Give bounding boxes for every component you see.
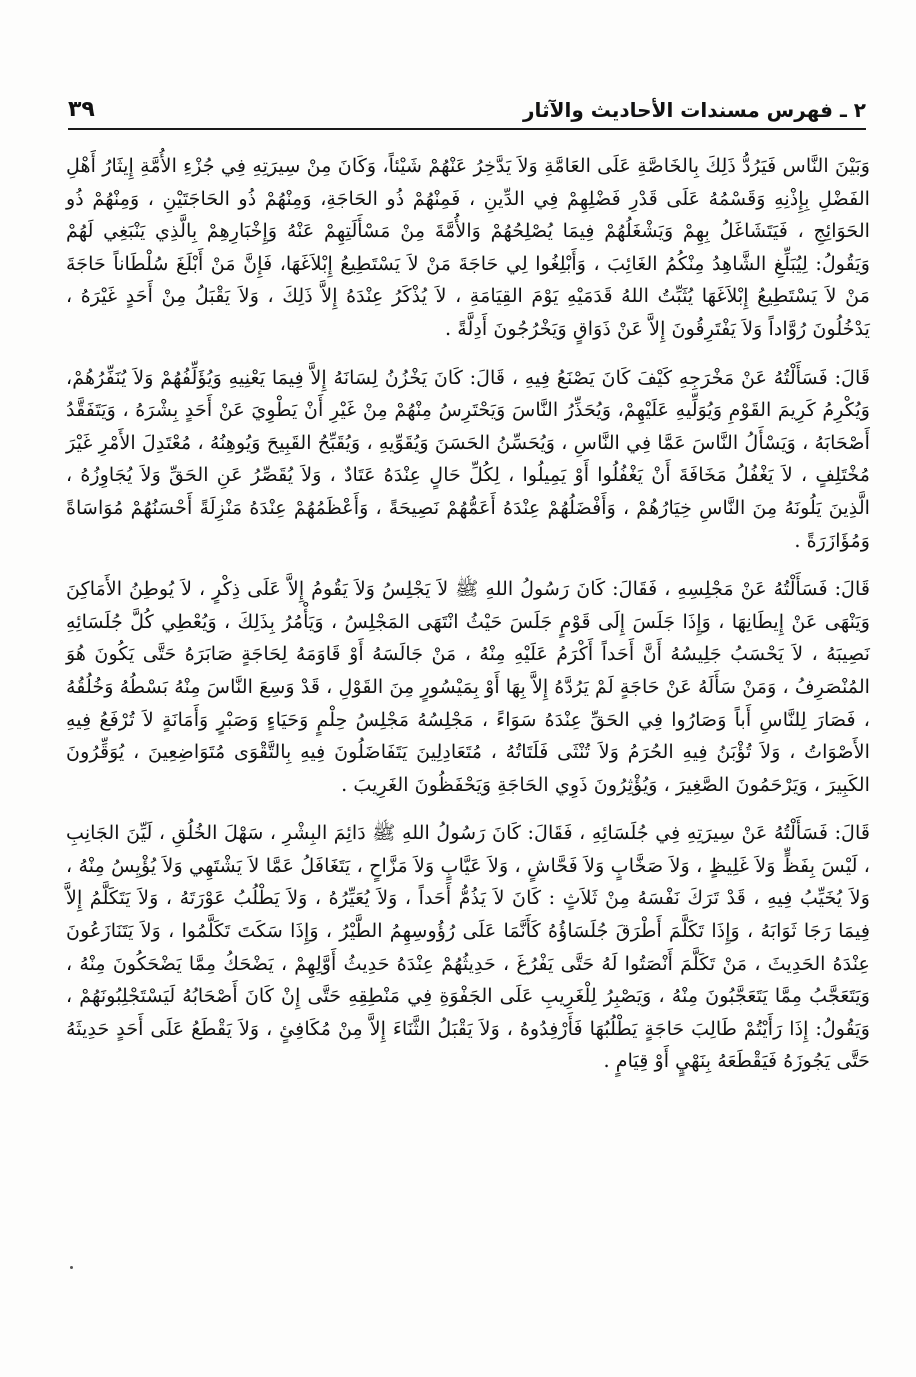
running-title: ٢ ـ فهرس مسندات الأحاديث والآثار <box>523 98 866 122</box>
page-header <box>68 86 866 130</box>
paragraph-4: قَالَ: فَسَأَلْتُهُ عَنْ سِيرَتِهِ فِي جُلَسَائِهِ ، فَقَالَ: كَانَ رَسُولُ اللهِ ﷺ دَائِمَ البِشْرِ ، سَهْلَ الخُلُقِ ، لَيِّنَ الجَانِبِ ، لَيْسَ بِفَظٍّ وَلاَ غَلِيظٍ ، وَلاَ صَخَّابٍ وَلاَ فَحَّاشٍ ، وَلاَ عَيَّابٍ وَلاَ مَزَّاحٍ ، يَتَغَافَلُ عَمَّا لاَ يَشْتَهِي وَلاَ يُؤْيِسُ مِنْهُ ، وَلاَ يُخَيِّبُ فِيهِ ، قَدْ تَرَكَ نَفْسَهُ مِنْ ثَلاَثٍ : كَانَ لاَ يَذُمُّ أَحَداً ، وَلاَ يُعَيِّرُهُ ، وَلاَ يَطْلُبُ عَوْرَتَهُ ، وَلاَ يَتَكَلَّمُ إِلاَّ فِيمَا رَجَا ثَوَابَهُ ، وَإِذَا تَكَلَّمَ أَطْرَقَ جُلَسَاؤُهُ كَأَنَّمَا عَلَى رُؤُوسِهِمُ الطَّيْرُ ، وَإِذَا سَكَتَ تَكَلَّمُوا ، وَلاَ يَتَنَازَعُونَ عِنْدَهُ الحَدِيثَ ، مَنْ تَكَلَّمَ أَنْصَتُوا لَهُ حَتَّى يَفْرُغَ ، حَدِيثُهُمْ عِنْدَهُ حَدِيثُ أَوَّلِهِمْ ، يَضْحَكُ مِمَّا يَضْحَكُونَ مِنْهُ ، وَيَتَعَجَّبُ مِمَّا يَتَعَجَّبُونَ مِنْهُ ، وَيَصْبِرُ لِلْغَرِيبِ عَلَى الجَفْوَةِ فِي مَنْطِقِهِ حَتَّى إِنْ كَانَ أَصْحَابُهُ لَيَسْتَجْلِبُونَهُمْ ، وَيَقُولُ: إِذَا رَأَيْتُمْ طَالِبَ حَاجَةٍ يَطْلُبُهَا فَأَرْفِدُوهُ ، وَلاَ يَقْبَلُ الثَّنَاءَ إِلاَّ مِنْ مُكَافِئٍ ، وَلاَ يَقْطَعُ عَلَى أَحَدٍ حَدِيثَهُ حَتَّى يَجُوزَهُ فَيَقْطَعَهُ بِنَهْيٍ أَوْ قِيَامٍ . <box>66 821 870 1073</box>
page-number: ٣٩ <box>68 97 95 122</box>
scan-speck <box>70 1266 73 1269</box>
paragraph-2: قَالَ: فَسَأَلْتُهُ عَنْ مَخْرَجِهِ كَيْفَ كَانَ يَصْنَعُ فِيهِ ، قَالَ: كَانَ يَخْزُنُ لِسَانَهُ إِلاَّ فِيمَا يَعْنِيهِ وَيُؤَلِّفُهُمْ وَلاَ يُنَفِّرُهُمْ، وَيُكْرِمُ كَرِيمَ القَوْمِ وَيُوَلِّيهِ عَلَيْهِمْ، وَيُحَذِّرُ النَّاسَ وَيَحْتَرِسُ مِنْهُمْ مِنْ غَيْرِ أَنْ يَطْوِيَ عَنْ أَحَدٍ بِشْرَهُ ، وَيَتَفَقَّدُ أَصْحَابَهُ ، وَيَسْأَلُ النَّاسَ عَمَّا فِي النَّاسِ ، وَيُحَسِّنُ الحَسَنَ وَيُقَوِّيهِ ، وَيُقَبِّحُ القَبِيحَ وَيُوهِنُهُ ، مُعْتَدِلَ الأَمْرِ غَيْرَ مُخْتَلِفٍ ، لاَ يَغْفُلُ مَخَافَةَ أَنْ يَغْفُلُوا أَوْ يَمِيلُوا ، لِكُلِّ حَالٍ عِنْدَهُ عَتَادٌ ، وَلاَ يُقَصِّرُ عَنِ الحَقِّ وَلاَ يُجَاوِزُهُ ، الَّذِينَ يَلُونَهُ مِنَ النَّاسِ خِيَارُهُمْ ، وَأَفْضَلُهُمْ عِنْدَهُ أَعَمُّهُمْ نَصِيحَةً ، وَأَعْظَمُهُمْ عِنْدَهُ مَنْزِلَةً أَحْسَنُهُمْ مُوَاسَاةً وَمُؤَازَرَةً . <box>66 365 870 552</box>
paragraph-3: قَالَ: فَسَأَلْتُهُ عَنْ مَجْلِسِهِ ، فَقَالَ: كَانَ رَسُولُ اللهِ ﷺ لاَ يَجْلِسُ وَلاَ يَقُومُ إِلاَّ عَلَى ذِكْرٍ ، لاَ يُوطِنُ الأَمَاكِنَ وَيَنْهَى عَنْ إِيطَانِهَا ، وَإِذَا جَلَسَ إِلَى قَوْمٍ جَلَسَ حَيْثُ انْتَهَى المَجْلِسُ ، وَيَأْمُرُ بِذَلِكَ ، وَيُعْطِي كُلَّ جُلَسَائِهِ نَصِيبَهُ ، لاَ يَحْسَبُ جَلِيسُهُ أَنَّ أَحَداً أَكْرَمُ عَلَيْهِ مِنْهُ ، مَنْ جَالَسَهُ أَوْ قَاوَمَهُ لِحَاجَةٍ صَابَرَهُ حَتَّى يَكُونَ هُوَ المُنْصَرِفُ ، وَمَنْ سَأَلَهُ عَنْ حَاجَةٍ لَمْ يَرُدَّهُ إِلاَّ بِهَا أَوْ بِمَيْسُورٍ مِنَ القَوْلِ ، قَدْ وَسِعَ النَّاسَ مِنْهُ بَسْطُهُ وَخُلُقُهُ ، فَصَارَ لِلنَّاسِ أَباً وَصَارُوا فِي الحَقِّ عِنْدَهُ سَوَاءً ، مَجْلِسُهُ مَجْلِسُ حِلْمٍ وَحَيَاءٍ وَصَبْرٍ وَأَمَانَةٍ لاَ تُرْفَعُ فِيهِ الأَصْوَاتُ ، وَلاَ تُؤْبَنُ فِيهِ الحُرَمُ وَلاَ تُنْثَى فَلَتَاتُهُ ، مُتَعَادِلِينَ يَتَفَاضَلُونَ فِيهِ بِالتَّقْوَى مُتَوَاضِعِينَ ، يُوَقِّرُونَ الكَبِيرَ ، وَيَرْحَمُونَ الصَّغِيرَ ، وَيُؤْثِرُونَ ذَوِي الحَاجَةِ وَيَحْفَظُونَ الغَرِيبَ . <box>66 577 870 796</box>
paragraph-1: وَبَيْنَ النَّاس فَيَرُدُّ ذَلِكَ بِالخَاصَّةِ عَلَى العَامَّةِ وَلاَ يَدَّخِرُ عَنْهُمْ شَيْئاً، وَكَانَ مِنْ سِيرَتِهِ فِي جُزْءِ الأُمَّةِ إِيثَارُ أَهْلِ الفَضْلِ بِإِذْنِهِ وَقَسْمُهُ عَلَى قَدْرِ فَضْلِهِمْ فِي الدِّينِ ، فَمِنْهُمْ ذُو الحَاجَةِ، وَمِنْهُمْ ذُو الحَاجَتَيْنِ ، وَمِنْهُمْ ذُو الحَوَائِجِ ، فَيَتَشَاغَلُ بِهِمْ وَيَشْغَلُهُمْ فِيمَا يُصْلِحُهُمْ وَالأُمَّةَ مِنْ مَسْأَلَتِهِمْ عَنْهُ وَإِخْبَارِهِمْ بِالَّذِي يَنْبَغِي لَهُمْ وَيَقُولُ: لِيُبَلِّغِ الشَّاهِدُ مِنْكُمُ الغَائِبَ ، وَأَبْلِغُوا لِي حَاجَةَ مَنْ لاَ يَسْتَطِيعُ إِبْلاَغَهَا، فَإِنَّ مَنْ أَبْلَغَ سُلْطَاناً حَاجَةَ مَنْ لاَ يَسْتَطِيعُ إِبْلاَغَهَا يُثَبِّتُ اللهُ قَدَمَيْهِ يَوْمَ القِيَامَةِ ، لاَ يُذْكَرُ عِنْدَهُ إِلاَّ ذَلِكَ ، وَلاَ يَقْبَلُ مِنْ أَحَدٍ غَيْرَهُ ، يَدْخُلُونَ رُوَّاداً وَلاَ يَفْتَرِقُونَ إِلاَّ عَنْ ذَوَاقٍ وَيَخْرُجُونَ أَدِلَّةً . <box>66 154 870 340</box>
body-text <box>66 150 870 1078</box>
